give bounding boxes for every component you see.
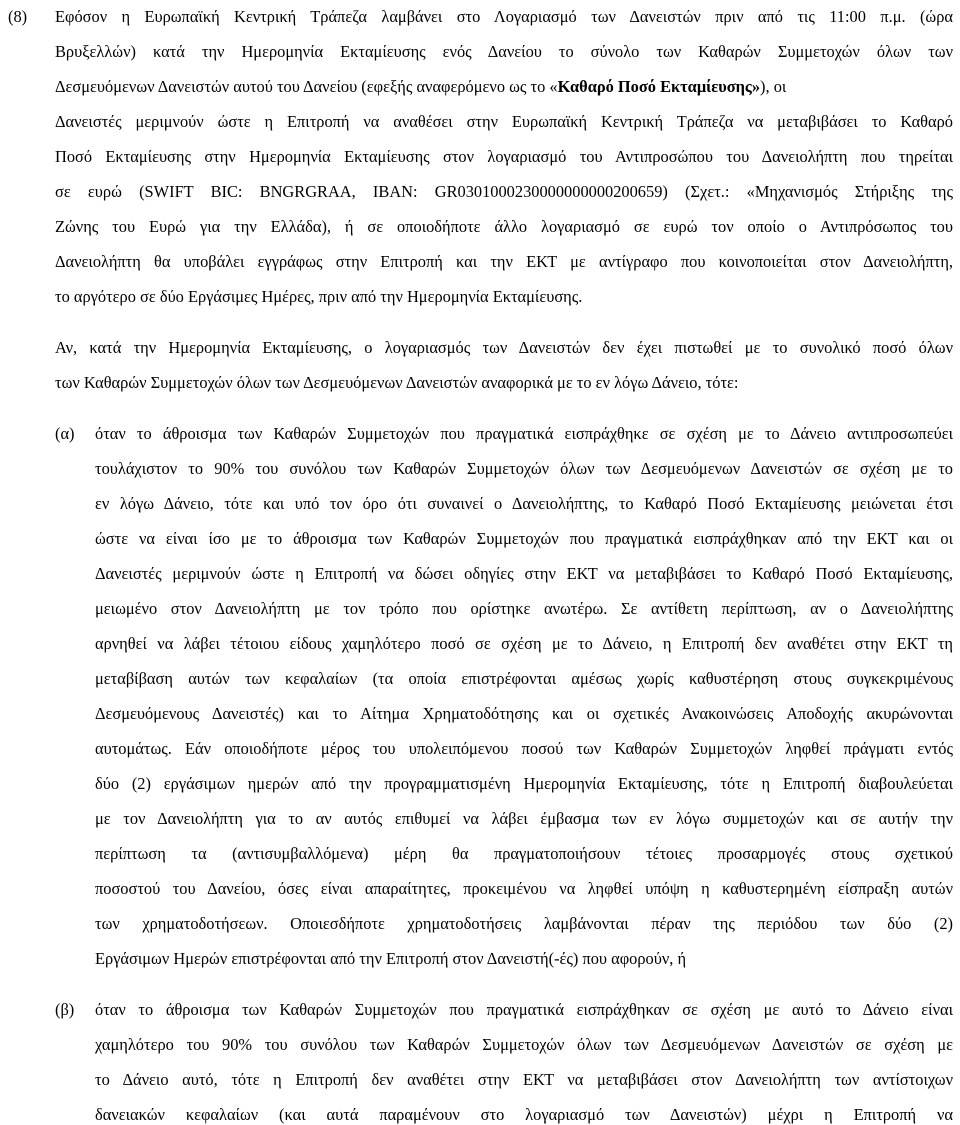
item-a-line-9: Δεσμευόμενους Δανειστές) και το Αίτημα Χρηματοδότησης και οι σχετικές Ανακοινώσεις Αποδοχής ακυρώνονται (95, 704, 953, 723)
item-a-line-6: μειωμένο στον Δανειολήπτη με τον τρόπο που ορίστηκε ανωτέρω. Σε αντίθετη περίπτωση, αν ο Δανειολήπτης (95, 599, 953, 618)
item-a-line-5: Δανειστές μεριμνούν ώστε η Επιτροπή να δώσει οδηγίες στην ΕΚΤ να μεταβιβάσει το Καθαρό Ποσό Εκταμίευσης, (95, 564, 953, 583)
section-8-line-1: Εφόσον η Ευρωπαϊκή Κεντρική Τράπεζα λαμβάνει στο Λογαριασμό των Δανειστών πριν από τις 11:00 π.μ. (ώρα (55, 7, 953, 26)
item-a-line-7: αρνηθεί να λάβει τέτοιου είδους χαμηλότερο ποσό σε σχέση με το Δάνειο, η Επιτροπή δεν αναθέτει στην ΕΚΤ τη (95, 634, 953, 653)
section-8-line-8: Δανειολήπτη θα υποβάλει εγγράφως στην Επιτροπή και την ΕΚΤ με αντίγραφο που κοινοποιείται στον Δανειολήπτη, (55, 252, 953, 271)
conditional-paragraph-line-2: των Καθαρών Συμμετοχών όλων των Δεσμευόμενων Δανειστών αναφορικά με το εν λόγω Δάνειο, τότε: (55, 373, 739, 392)
item-a-line-15: των χρηματοδοτήσεων. Οποιεσδήποτε χρηματοδοτήσεις λαμβάνονται πέραν της περιόδου των δύο (2) (95, 914, 953, 933)
item-a-line-13: περίπτωση τα (αντισυμβαλλόμενα) μέρη θα πραγματοποιήσουν τέτοιες προσαρμογές στους σχετικού (95, 844, 953, 863)
item-a-line-14: ποσοστού του Δανείου, όσες είναι απαραίτητες, προκειμένου να ληφθεί υπόψη η καθυστερημένη είσπραξη αυτών (95, 879, 953, 898)
section-8-line-2: Βρυξελλών) κατά την Ημερομηνία Εκταμίευσης ενός Δανείου το σύνολο των Καθαρών Συμμετοχών όλων των (55, 42, 953, 61)
section-8-line-5: Ποσό Εκταμίευσης στην Ημερομηνία Εκταμίευσης στον λογαριασμό του Αντιπροσώπου του Δανειολήπτη που τηρείται (55, 147, 953, 166)
section-8-line-3-text (55, 77, 786, 97)
item-a-line-2: τουλάχιστον το 90% του συνόλου των Καθαρών Συμμετοχών όλων των Δεσμευόμενων Δανειστών σε σχέση με το (95, 459, 953, 478)
section-8-line-9: το αργότερο σε δύο Εργάσιμες Ημέρες, πριν από την Ημερομηνία Εκταμίευσης. (55, 287, 583, 306)
item-a-line-11: δύο (2) εργάσιμων ημερών από την προγραμματισμένη Ημερομηνία Εκταμίευσης, τότε η Επιτροπή διαβουλεύεται (95, 774, 953, 793)
section-8-line-3-part-c: ), οι (760, 77, 787, 96)
item-b-line-2: χαμηλότερο του 90% του συνόλου των Καθαρών Συμμετοχών όλων των Δεσμευόμενων Δανειστών σε σχέση με (95, 1035, 953, 1054)
item-b-line-4: δανειακών κεφαλαίων (και αυτά παραμένουν στο λογαριασμό των Δανειστών) μέχρι η Επιτροπή να (95, 1105, 953, 1124)
item-a-line-12: με τον Δανειολήπτη για το αν αυτός επιθυμεί να λάβει έμβασμα των εν λόγω συμμετοχών και σε αυτήν την (95, 809, 953, 828)
section-8-line-4: Δανειστές μεριμνούν ώστε η Επιτροπή να αναθέσει στην Ευρωπαϊκή Κεντρική Τράπεζα να μεταβιβάσει το Καθαρό (55, 112, 953, 131)
item-a-line-10: αυτομάτως. Εάν οποιοδήποτε μέρος του υπολειπόμενου ποσού των Καθαρών Συμμετοχών ληφθεί πράγματι εντός (95, 739, 953, 758)
conditional-paragraph-line-1: Αν, κατά την Ημερομηνία Εκταμίευσης, ο λογαριασμός των Δανειστών δεν έχει πιστωθεί με το συνολικό ποσό όλων (55, 338, 953, 357)
section-8-label: (8) (8, 7, 28, 26)
item-a-label: (α) (55, 424, 75, 443)
item-a-line-3: εν λόγω Δάνειο, τότε και υπό τον όρο ότι συναινεί ο Δανειολήπτης, το Καθαρό Ποσό Εκταμίευσης μειώνεται έτσι (95, 494, 953, 513)
item-b-label: (β) (55, 1000, 75, 1019)
item-a-line-4: ώστε να είναι ίσο με το άθροισμα των Καθαρών Συμμετοχών που πραγματικά εισπράχθηκαν από την ΕΚΤ και οι (95, 529, 953, 548)
net-disbursement-term: Καθαρό Ποσό Εκταμίευσης» (557, 77, 761, 96)
section-8-line-3-part-a: Δεσμευόμενων Δανειστών αυτού του Δανείου (εφεξής αναφερόμενο ως το « (55, 77, 558, 96)
section-8-line-7: Ζώνης του Ευρώ για την Ελλάδα), ή σε οποιοδήποτε άλλο λογαριασμό σε ευρώ τον οποίο ο Αντιπρόσωπος του (55, 217, 953, 236)
section-8-line-3 (55, 77, 953, 97)
item-a-line-1: όταν το άθροισμα των Καθαρών Συμμετοχών που πραγματικά εισπράχθηκε σε σχέση με το Δάνειο αντιπροσωπεύει (95, 424, 953, 443)
item-b-line-1: όταν το άθροισμα των Καθαρών Συμμετοχών που πραγματικά εισπράχθηκαν σε σχέση με αυτό το Δάνειο είναι (95, 1000, 953, 1019)
section-8-line-6: σε ευρώ (SWIFT BIC: BNGRGRAA, IBAN: GR0301000230000000000200659) (Σχετ.: «Μηχανισμός Στήριξης της (55, 182, 953, 201)
item-a-line-16: Εργάσιμων Ημερών επιστρέφονται από την Επιτροπή στον Δανειστή(-ές) που αφορούν, ή (95, 949, 687, 968)
item-a-line-8: μεταβίβαση αυτών των κεφαλαίων (τα οποία επιστρέφονται αμέσως χωρίς καθυστέρηση στους συγκεκριμένους (95, 669, 953, 688)
item-b-line-3: το Δάνειο αυτό, τότε η Επιτροπή δεν αναθέτει στην ΕΚΤ να μεταβιβάσει στον Δανειολήπτη των αντίστοιχων (95, 1070, 953, 1089)
